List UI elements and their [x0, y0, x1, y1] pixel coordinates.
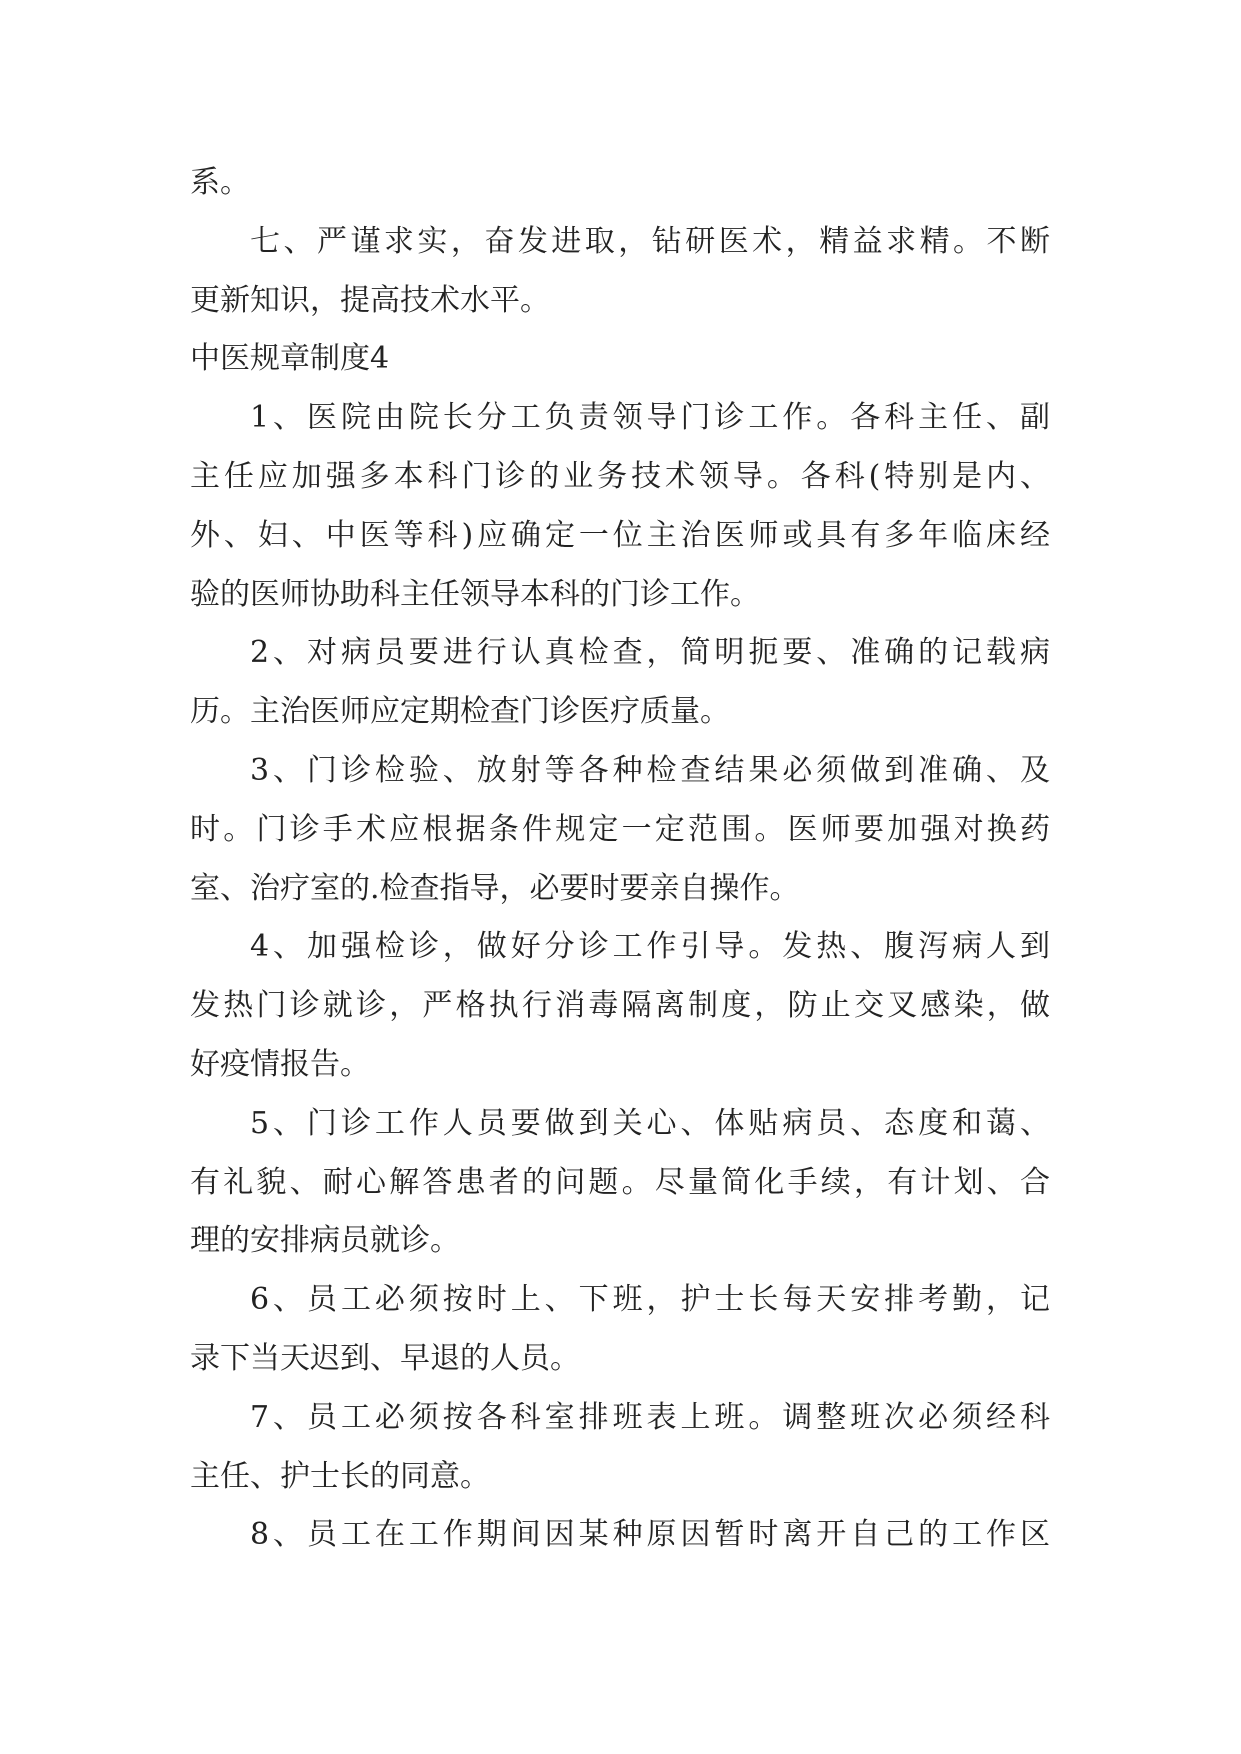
- text-line: 时。门诊手术应根据条件规定一定范围。医师要加强对换药: [190, 811, 1050, 847]
- text-line: 4、加强检诊，做好分诊工作引导。发热、腹泻病人到: [250, 929, 1050, 965]
- text-line: 系。: [190, 165, 250, 200]
- text-line: 7、员工必须按各科室排班表上班。调整班次必须经科: [250, 1399, 1050, 1435]
- text-line: 主任应加强多本科门诊的业务技术领导。各科(特别是内、: [190, 458, 1050, 494]
- text-line: 外、妇、中医等科)应确定一位主治医师或具有多年临床经: [190, 517, 1050, 553]
- text-line: 理的安排病员就诊。: [190, 1223, 460, 1259]
- text-line: 好疫情报告。: [190, 1046, 370, 1082]
- text-line: 6、员工必须按时上、下班，护士长每天安排考勤，记: [250, 1282, 1050, 1318]
- text-line: 1、医院由院长分工负责领导门诊工作。各科主任、副: [250, 400, 1050, 436]
- text-line: 3、门诊检验、放射等各种检查结果必须做到准确、及: [250, 752, 1050, 788]
- text-line: 七、严谨求实，奋发进取，钻研医术，精益求精。不断: [250, 223, 1050, 259]
- text-line: 有礼貌、耐心解答患者的问题。尽量简化手续，有计划、合: [190, 1164, 1050, 1200]
- text-line: 2、对病员要进行认真检查，简明扼要、准确的记载病: [250, 635, 1050, 671]
- text-line: 室、治疗室的.检查指导，必要时要亲自操作。: [190, 870, 800, 906]
- text-line: 8、员工在工作期间因某种原因暂时离开自己的工作区: [250, 1517, 1050, 1553]
- text-line: 更新知识，提高技术水平。: [190, 282, 550, 318]
- document-body: [190, 154, 1050, 1565]
- text-line: 主任、护士长的同意。: [190, 1458, 490, 1494]
- text-line: 5、门诊工作人员要做到关心、体贴病员、态度和蔼、: [250, 1105, 1050, 1141]
- section-heading: 中医规章制度4: [190, 341, 390, 377]
- text-line: 验的医师协助科主任领导本科的门诊工作。: [190, 576, 760, 612]
- text-line: 历。主治医师应定期检查门诊医疗质量。: [190, 694, 730, 730]
- text-line: 发热门诊就诊，严格执行消毒隔离制度，防止交叉感染，做: [190, 988, 1050, 1024]
- text-line: 录下当天迟到、早退的人员。: [190, 1340, 580, 1376]
